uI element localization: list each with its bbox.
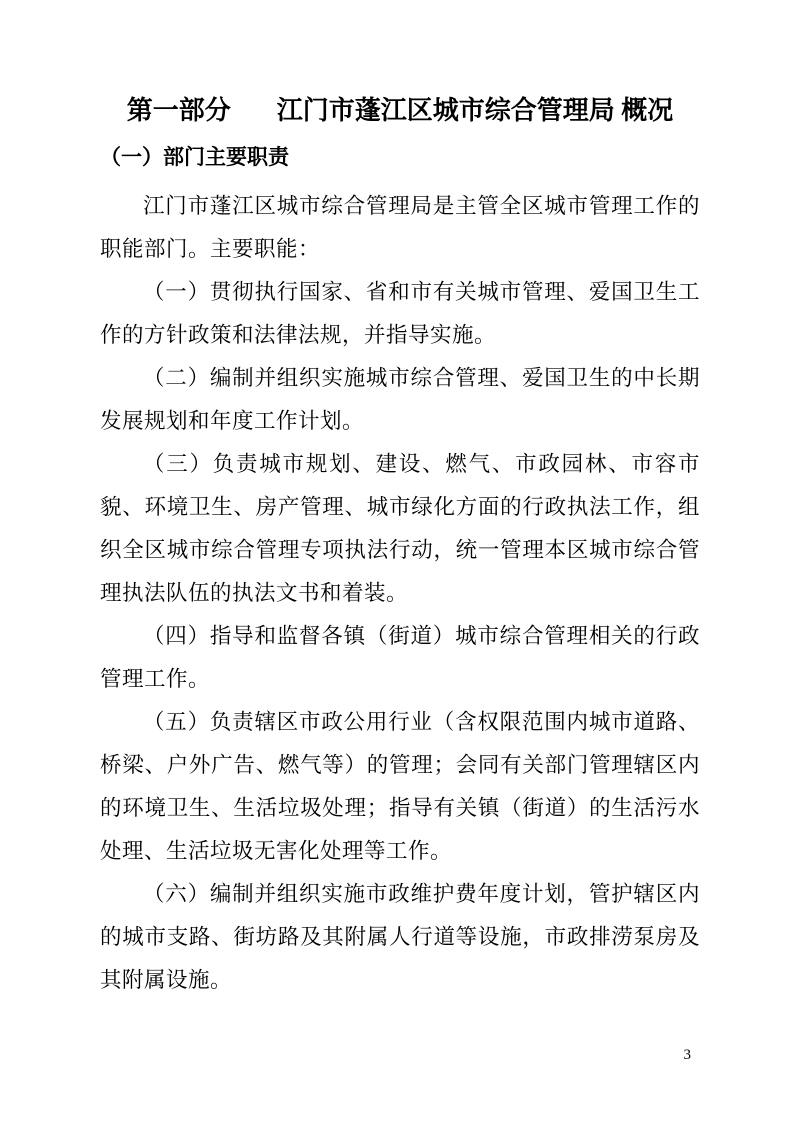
document-title-part-number: 第一部分 xyxy=(126,96,231,125)
paragraph-duty-3: （三）负责城市规划、建设、燃气、市政园林、市容市貌、环境卫生、房产管理、城市绿化方面的行政执法工作，组织全区城市综合管理专项执法行动，统一管理本区城市综合管理执法队伍的执法文书和着装。 xyxy=(100,452,700,605)
paragraph-intro: 江门市蓬江区城市综合管理局是主管全区城市管理工作的职能部门。主要职能： xyxy=(100,194,700,261)
document-title-text: 江门市蓬江区城市综合管理局 概况 xyxy=(276,96,674,125)
paragraph-duty-5: （五）负责辖区市政公用行业（含权限范围内城市道路、桥梁、户外广告、燃气等）的管理；会同有关部门管理辖区内的环境卫生、生活垃圾处理；指导有关镇（街道）的生活污水处理、生活垃圾无害化处理等工作。 xyxy=(100,710,700,863)
page-number: 3 xyxy=(683,1047,691,1063)
document-body xyxy=(100,185,700,1002)
paragraph-duty-6: （六）编制并组织实施市政维护费年度计划，管护辖区内的城市支路、街坊路及其附属人行道等设施，市政排涝泵房及其附属设施。 xyxy=(100,882,700,992)
paragraph-duty-4: （四）指导和监督各镇（街道）城市综合管理相关的行政管理工作。 xyxy=(100,624,700,691)
section-heading: （一）部门主要职责 xyxy=(100,145,289,169)
document-title xyxy=(100,93,700,129)
paragraph-duty-2: （二）编制并组织实施城市综合管理、爱国卫生的中长期发展规划和年度工作计划。 xyxy=(100,366,700,433)
paragraph-duty-1: （一）贯彻执行国家、省和市有关城市管理、爱国卫生工作的方针政策和法律法规，并指导实施。 xyxy=(100,280,700,347)
